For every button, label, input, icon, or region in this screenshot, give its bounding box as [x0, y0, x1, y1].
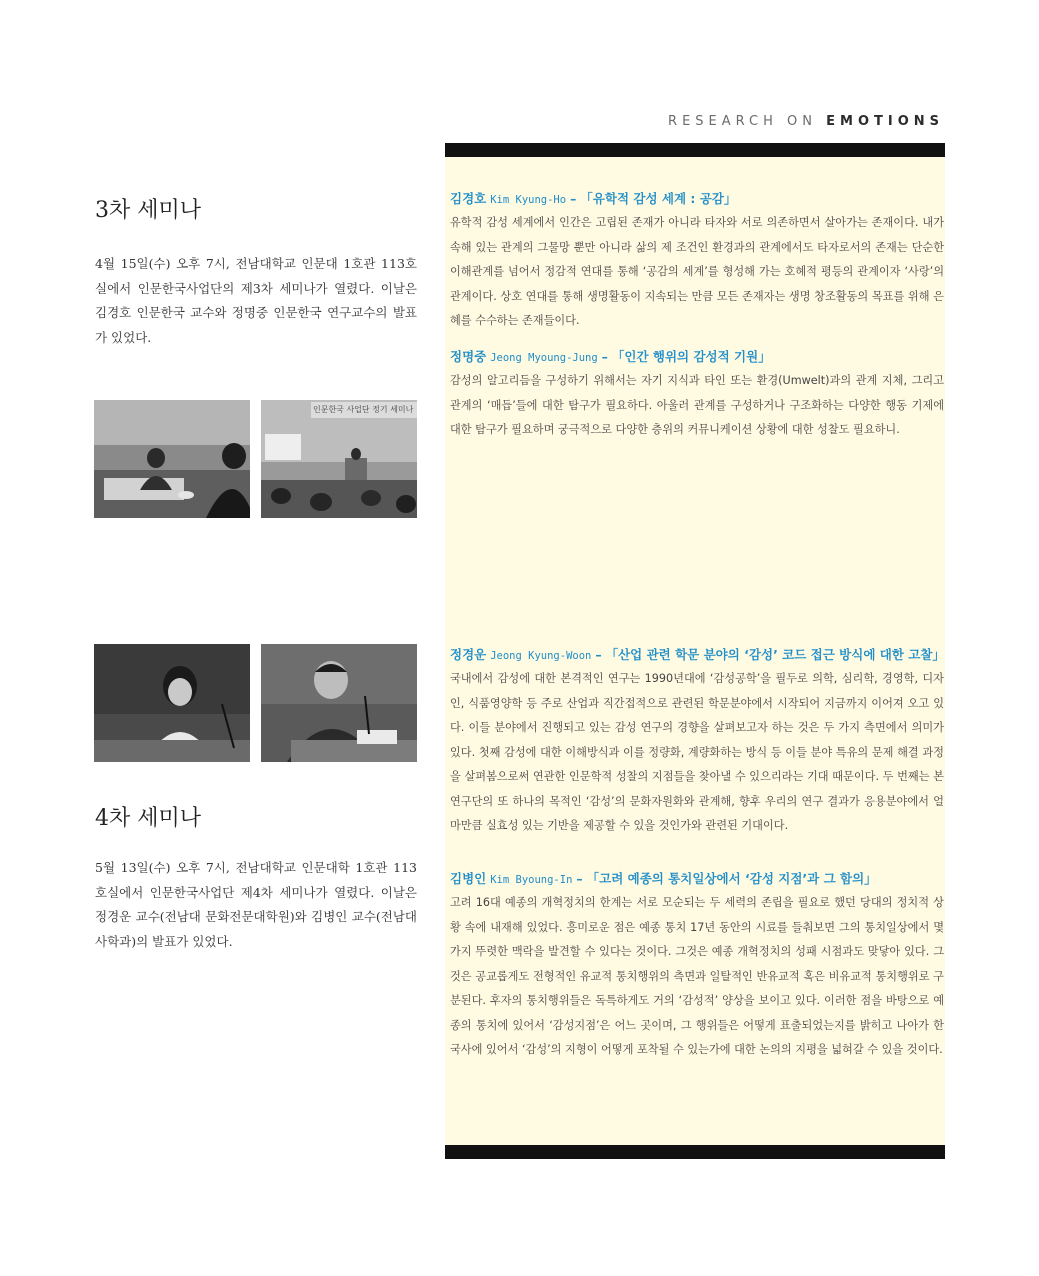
entry-dash: –	[570, 191, 577, 206]
entry-heading	[450, 644, 944, 667]
seminar3-photo-2	[261, 400, 417, 518]
entry-heading	[450, 188, 944, 211]
entry-topic: 「인간 행위의 감성적 기원」	[611, 349, 771, 364]
entry-dash: –	[601, 349, 608, 364]
seminar4-text: 5월 13일(수) 오후 7시, 전남대학교 인문대학 1호관 113호실에서 인문한국사업단 제4차 세미나가 열렸다. 이날은 정경운 교수(전남대 문화전문대학원)와 김병인 교수(전남대 사학과)의 발표가 있었다.	[95, 860, 417, 949]
seminar3-photo-1	[94, 400, 250, 518]
entry-jeong-myoung-jung	[450, 346, 944, 443]
seminar4-photo-1	[94, 644, 250, 762]
seminar3-photo-banner: 인문한국 사업단 정기 세미나	[313, 405, 414, 414]
entry-dash: –	[595, 647, 602, 662]
entry-topic: 「고려 예종의 통치일상에서 ‘감성 지점’과 그 함의」	[586, 871, 877, 886]
entry-topic: 「유학적 감성 세계 : 공감」	[580, 191, 737, 206]
entry-kim-kyung-ho	[450, 188, 944, 334]
entry-body: 국내에서 감성에 대한 본격적인 연구는 1990년대에 ‘감성공학’을 필두로 의학, 심리학, 경영학, 디자인, 식품영양학 등 주로 산업과 직간접적으로 관련된 학문분야에서 시작되어 지금까지 이어져 오고 있다. 이들 분야에서 진행되고 있는 감성 연구의 경향을 살펴보고자 하는 것은 두 가지 측면에서 의미가 있다. 첫째 감성에 대한 이해방식과 이를 정량화, 계량화하는 방식 등 이들 분야 특유의 문제 해결 과정을 살펴봄으로써 연관한 인문학적 성찰의 지점들을 찾아낼 수 있으리라는 기대 때문이다. 두 번째는 본 연구단의 또 하나의 목적인 ‘감성’의 문화자원화와 관계해, 향후 우리의 연구 결과가 응용분야에서 얼마만큼 실효성 있는 기반을 제공할 수 있을 것인가와 관련된 기대이다.	[450, 672, 944, 832]
entry-name-en: Jeong Kyung-Woon	[490, 650, 592, 662]
header-prefix: RESEARCH ON	[668, 114, 817, 129]
entry-body: 유학적 감성 세계에서 인간은 고립된 존재가 아니라 타자와 서로 의존하면서 살아가는 존재이다. 내가 속해 있는 관계의 그물망 뿐만 아니라 삶의 제 조건인 환경과의 관계에서도 타자로서의 존재는 단순한 이해관계를 넘어서 정감적 연대를 통해 ‘공감의 세계’를 형성해 가는 호혜적 평등의 관계이자 ‘사랑’의 관계이다. 상호 연대를 통해 생명활동이 지속되는 만큼 모든 존재자는 생명 창조활동의 목표를 위해 은혜를 수수하는 존재들이다.	[450, 216, 944, 327]
entry-name-ko: 정경운	[450, 647, 487, 662]
entry-name-ko: 김병인	[450, 871, 487, 886]
bottom-bar	[445, 1145, 945, 1159]
entry-name-en: Kim Kyung-Ho	[490, 194, 567, 206]
entry-kim-byoung-in	[450, 868, 944, 1063]
entry-body: 고려 16대 예종의 개혁정치의 한계는 서로 모순되는 두 세력의 존립을 필요로 했던 당대의 정치적 상황 속에 내재해 있었다. 흥미로운 점은 예종 통치 17년 동안의 시료를 들춰보면 그의 통치일상에서 몇 가지 뚜렷한 맥락을 발견할 수 있다는 것이다. 그것은 예종 개혁정치의 성패 시점과도 맞닿아 있다. 그것은 공교롭게도 전형적인 유교적 통치행위의 측면과 일탈적인 반유교적 혹은 비유교적 통치행위로 구분된다. 후자의 통치행위들은 독특하게도 거의 ‘감성적’ 양상을 보이고 있다. 이러한 점을 바탕으로 예종의 통치에 있어서 ‘감성지점’은 어느 곳이며, 그 행위들은 어떻게 표출되었는지를 밝히고 나아가 한국사에 있어서 ‘감성’의 지형이 어떻게 포착될 수 있는가에 대한 논의의 지평을 넓혀갈 수 있을 것이다.	[450, 896, 944, 1056]
entry-dash: –	[576, 871, 583, 886]
seminar3-title: 3차 세미나	[95, 198, 201, 223]
entry-topic: 「산업 관련 학문 분야의 ‘감성’ 코드 접근 방식에 대한 고찰」	[605, 647, 945, 662]
entry-name-ko: 김경호	[450, 191, 487, 206]
entry-name-en: Kim Byoung-In	[490, 874, 573, 886]
header-accent: EMOTIONS	[826, 114, 944, 129]
top-bar	[445, 143, 945, 157]
seminar3-text: 4월 15일(수) 오후 7시, 전남대학교 인문대 1호관 113호실에서 인문한국사업단의 제3차 세미나가 열렸다. 이날은 김경호 인문한국 교수와 정명중 인문한국 연구교수의 발표가 있었다.	[95, 256, 417, 345]
seminar4-photo-2	[261, 644, 417, 762]
entry-jeong-kyung-woon	[450, 644, 944, 839]
entry-body: 감성의 알고리듬을 구성하기 위해서는 자기 지식과 타인 또는 환경(Umwelt)과의 관계 지체, 그리고 관계의 ‘매듭’들에 대한 탐구가 필요하다. 아울러 관계를 구성하거나 구조화하는 다양한 행동 기제에 대한 탐구가 필요하며 궁극적으로 다양한 층위의 커뮤니케이션 상황에 대한 성찰도 필요하니.	[450, 374, 944, 436]
seminar4-title: 4차 세미나	[95, 806, 201, 831]
entry-name-ko: 정명중	[450, 349, 487, 364]
entry-name-en: Jeong Myoung-Jung	[490, 352, 598, 364]
section-header	[668, 114, 944, 129]
entry-heading	[450, 868, 944, 891]
entry-heading	[450, 346, 944, 369]
